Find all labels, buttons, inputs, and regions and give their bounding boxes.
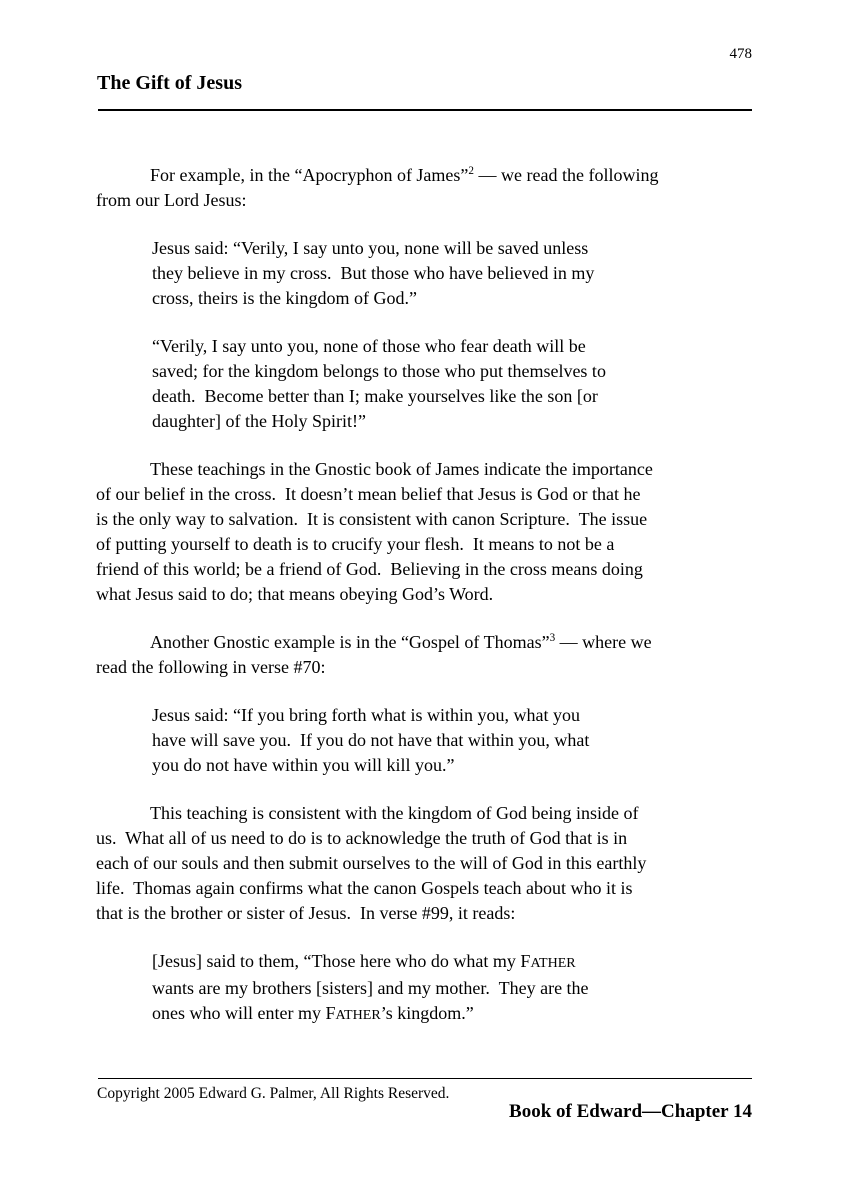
block-quote [152, 236, 756, 311]
text-line: daughter] of the Holy Spirit!” [152, 411, 366, 431]
text-line: These teachings in the Gnostic book of James indicate the importance [150, 459, 653, 479]
body-text [96, 140, 756, 1028]
text-segment: For example, in the “Apocryphon of James” [150, 165, 469, 185]
block-quote [152, 334, 756, 434]
text-segment: ’s kingdom.” [380, 1003, 474, 1023]
block-quote [152, 703, 756, 778]
text-line: wants are my brothers [sisters] and my mother. They are the [152, 978, 589, 998]
text-line [96, 163, 756, 188]
small-caps-text: ATHER [335, 1007, 381, 1023]
paragraph [96, 163, 756, 213]
paragraph [96, 457, 756, 607]
text-line: Jesus said: “Verily, I say unto you, none will be saved unless [152, 238, 589, 258]
text-line: friend of this world; be a friend of God. Believing in the cross means doing [96, 559, 643, 579]
text-segment: — we read the following [474, 165, 659, 185]
text-line [96, 630, 756, 655]
text-line: they believe in my cross. But those who have believed in my [152, 263, 595, 283]
text-line: of putting yourself to death is to crucify your flesh. It means to not be a [96, 534, 615, 554]
paragraph [96, 630, 756, 680]
paragraph [96, 801, 756, 926]
text-line: is the only way to salvation. It is consistent with canon Scripture. The issue [96, 509, 648, 529]
text-line: what Jesus said to do; that means obeying God’s Word. [96, 584, 494, 604]
footnote-marker: 3 [549, 632, 556, 644]
text-segment: — where we [555, 632, 652, 652]
text-segment: Another Gnostic example is in the “Gospel of Thomas” [150, 632, 550, 652]
text-line: Jesus said: “If you bring forth what is within you, what you [152, 705, 580, 725]
text-line: each of our souls and then submit ourselves to the will of God in this earthly [96, 853, 647, 873]
text-line: read the following in verse #70: [96, 657, 326, 677]
page-number: 478 [729, 46, 752, 62]
text-line: that is the brother or sister of Jesus. In verse #99, it reads: [96, 903, 516, 923]
header-rule [98, 109, 752, 111]
text-line: “Verily, I say unto you, none of those who fear death will be [152, 336, 586, 356]
text-line [152, 949, 756, 976]
text-segment: ones who will enter my F [152, 1003, 336, 1023]
footnote-marker: 2 [468, 165, 474, 177]
text-line: saved; for the kingdom belongs to those who put themselves to [152, 361, 606, 381]
book-chapter-footer: Book of Edward—Chapter 14 [509, 1101, 752, 1122]
text-line: cross, theirs is the kingdom of God.” [152, 288, 417, 308]
small-caps-text: ATHER [530, 955, 576, 971]
text-line: of our belief in the cross. It doesn’t mean belief that Jesus is God or that he [96, 484, 641, 504]
copyright-notice: Copyright 2005 Edward G. Palmer, All Rights Reserved. [97, 1085, 450, 1102]
text-line: from our Lord Jesus: [96, 190, 247, 210]
text-line: have will save you. If you do not have that within you, what [152, 730, 590, 750]
text-line: us. What all of us need to do is to acknowledge the truth of God that is in [96, 828, 628, 848]
footer-rule [98, 1078, 752, 1079]
text-line: life. Thomas again confirms what the canon Gospels teach about who it is [96, 878, 633, 898]
text-line [152, 1001, 756, 1028]
text-segment: [Jesus] said to them, “Those here who do what my F [152, 951, 531, 971]
text-line: death. Become better than I; make yourselves like the son [or [152, 386, 598, 406]
block-quote [152, 949, 756, 1028]
text-line: This teaching is consistent with the kingdom of God being inside of [150, 803, 639, 823]
running-header-title: The Gift of Jesus [97, 72, 242, 94]
text-line: you do not have within you will kill you.” [152, 755, 455, 775]
